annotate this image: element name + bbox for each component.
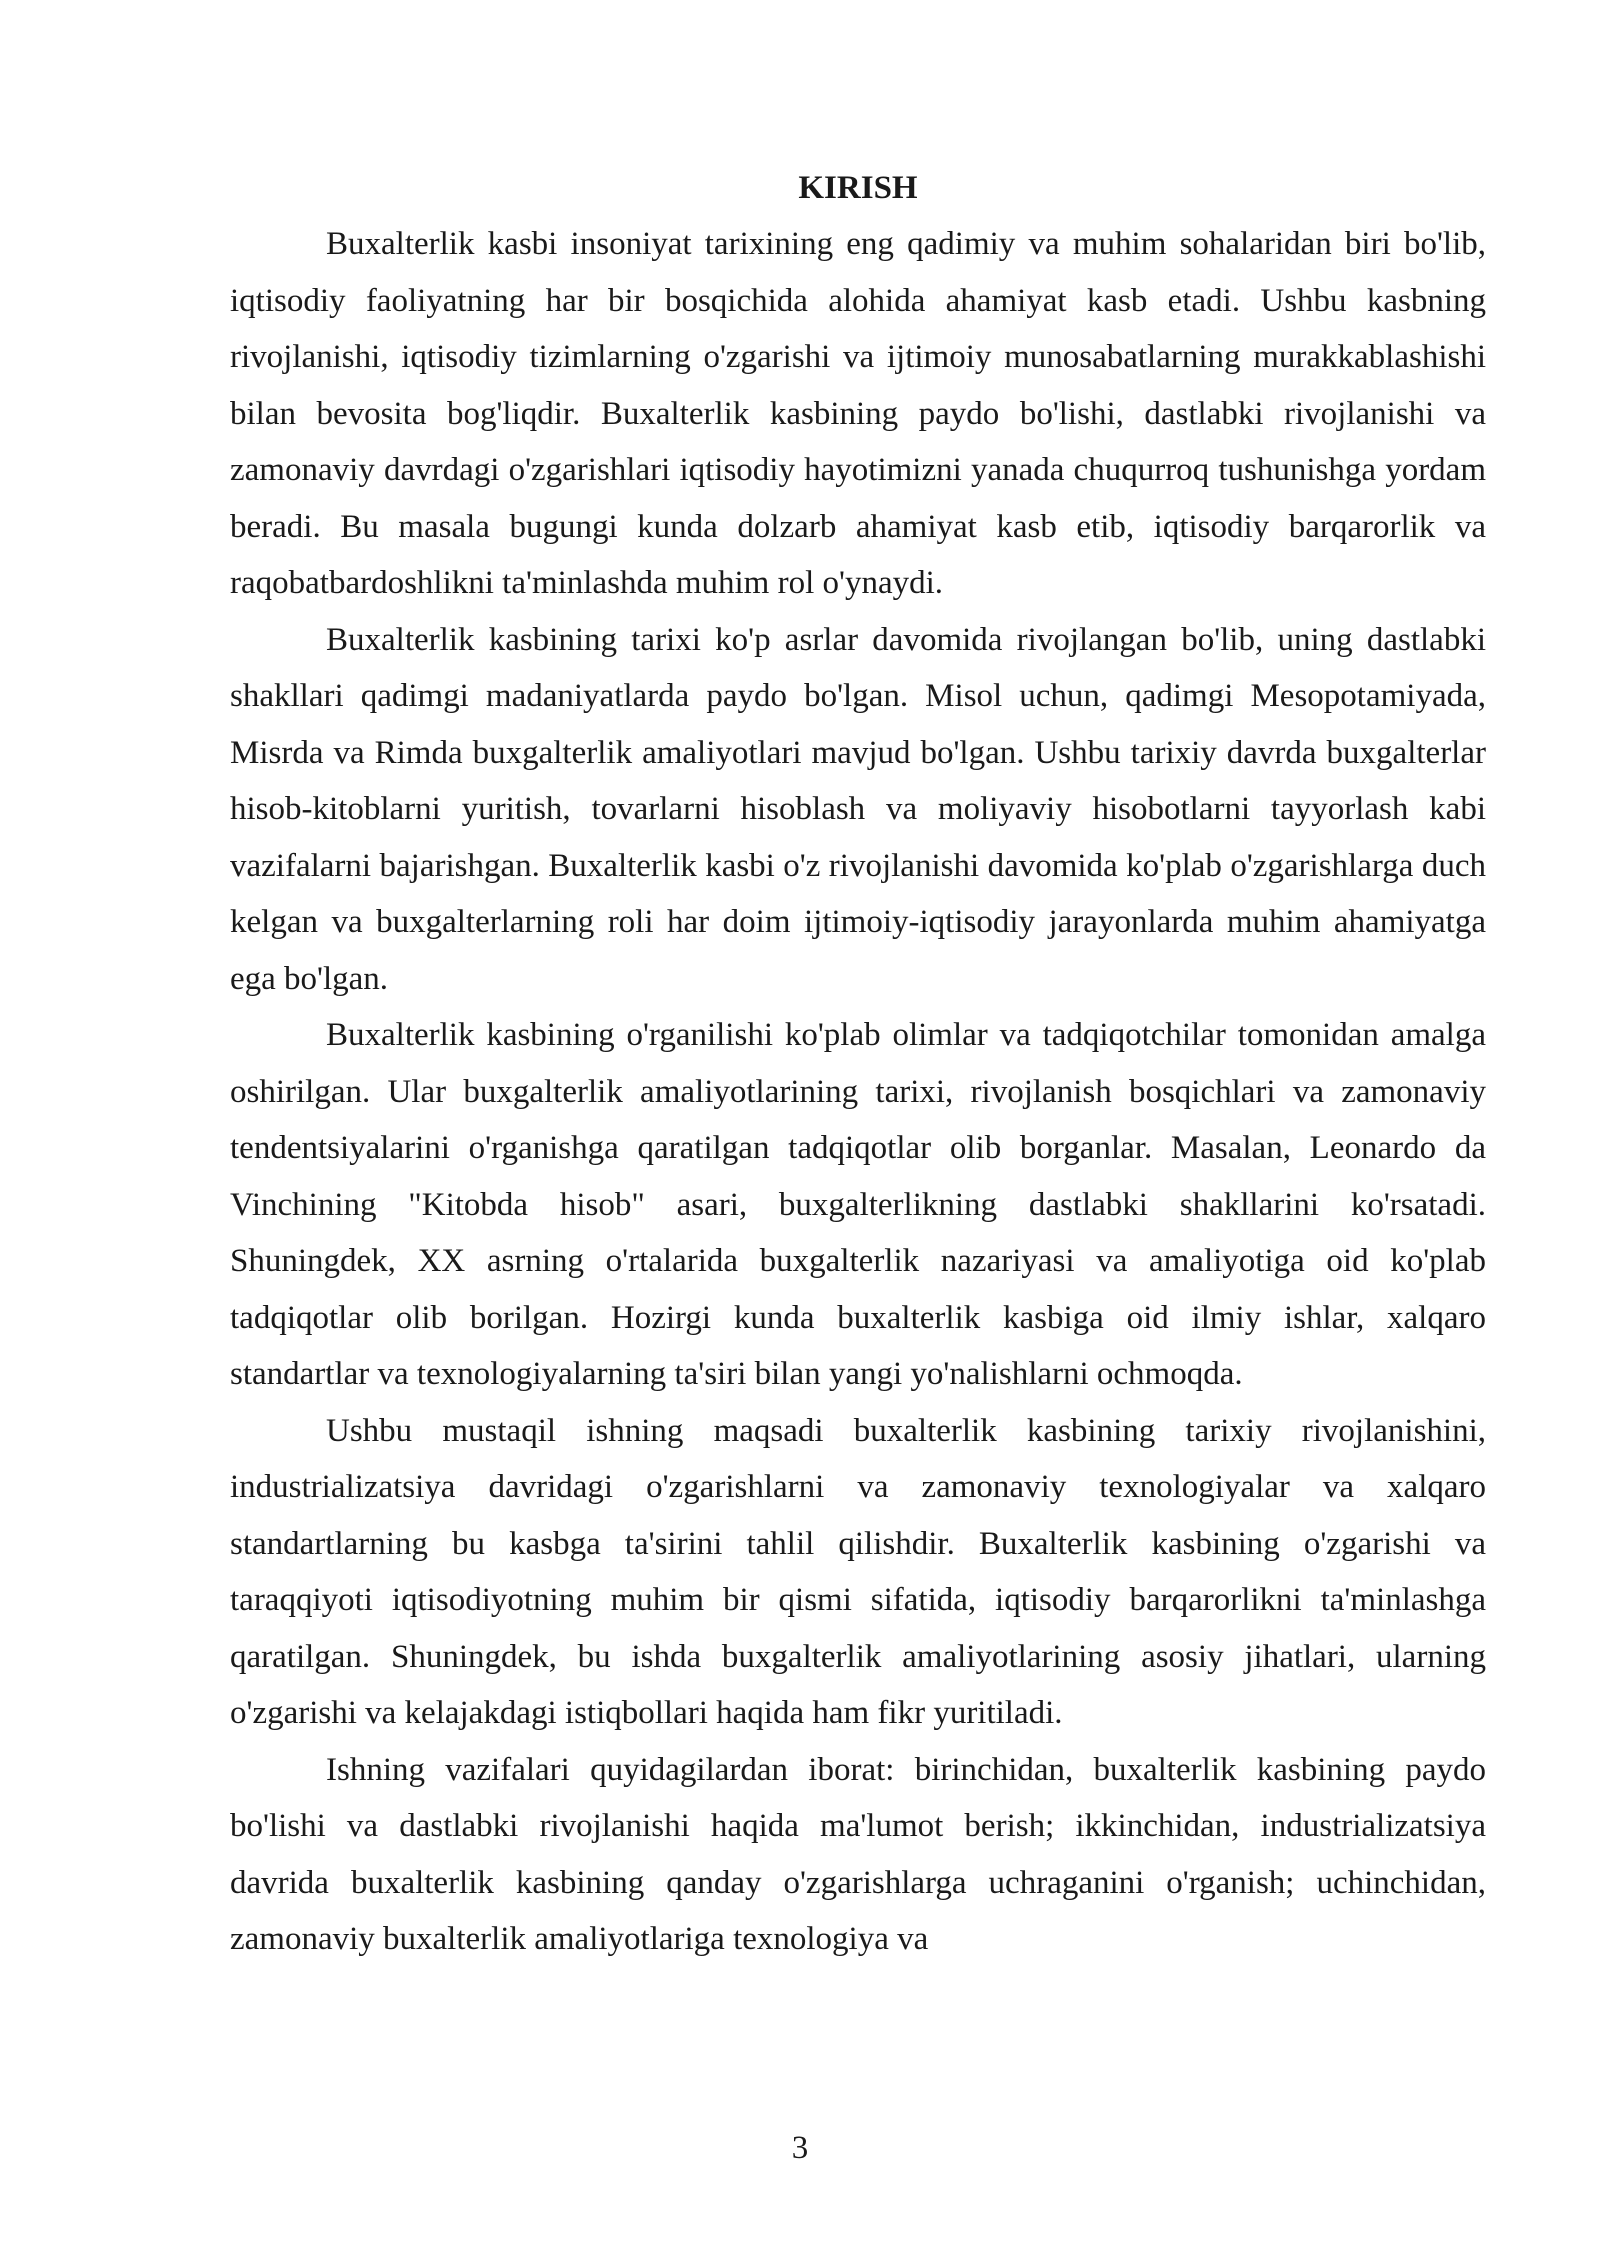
paragraph-4: Ushbu mustaqil ishning maqsadi buxalterlik kasbining tarixiy rivojlanishini, industrializatsiya davridagi o'zgarishlarni va zamonaviy texnologiyalar va xalqaro standartlarning bu kasbga ta'sirini tahlil qilishdir. Buxalterlik kasbining o'zgarishi va taraqqiyoti iqtisodiyotning muhim bir qismi sifatida, iqtisodiy barqarorlikni ta'minlashga qaratilgan. Shuningdek, bu ishda buxgalterlik amaliyotlarining asosiy jihatlari, ularning o'zgarishi va kelajakdagi istiqbollari haqida ham fikr yuritiladi. [230,1412,1486,1731]
paragraph-5: Ishning vazifalari quyidagilardan iborat: birinchidan, buxalterlik kasbining paydo bo'lishi va dastlabki rivojlanishi haqida ma'lumot berish; ikkinchidan, industrializatsiya davrida buxalterlik kasbining qanday o'zgarishlarga uchraganini o'rganish; uchinchidan, zamonaviy buxalterlik amaliyotlariga texnologiya va [230,1751,1486,1957]
paragraph-1: Buxalterlik kasbi insoniyat tarixining eng qadimiy va muhim sohalaridan biri bo'lib, iqtisodiy faoliyatning har bir bosqichida alohida ahamiyat kasb etadi. Ushbu kasbning rivojlanishi, iqtisodiy tizimlarning o'zgarishi va ijtimoiy munosabatlarning murakkablashishi bilan bevosita bog'liqdir. Buxalterlik kasbining paydo bo'lishi, dastlabki rivojlanishi va zamonaviy davrdagi o'zgarishlari iqtisodiy hayotimizni yanada chuqurroq tushunishga yordam beradi. Bu masala bugungi kunda dolzarb ahamiyat kasb etib, iqtisodiy barqarorlik va raqobatbardoshlikni ta'minlashda muhim rol o'ynaydi. [230,226,1486,601]
paragraph-2: Buxalterlik kasbining tarixi ko'p asrlar davomida rivojlangan bo'lib, uning dastlabki shakllari qadimgi madaniyatlarda paydo bo'lgan. Misol uchun, qadimgi Mesopotamiyada, Misrda va Rimda buxgalterlik amaliyotlari mavjud bo'lgan. Ushbu tarixiy davrda buxgalterlar hisob-kitoblarni yuritish, tovarlarni hisoblash va moliyaviy hisobotlarni tayyorlash kabi vazifalarni bajarishgan. Buxalterlik kasbi o'z rivojlanishi davomida ko'plab o'zgarishlarga duch kelgan va buxgalterlarning roli har doim ijtimoiy-iqtisodiy jarayonlarda muhim ahamiyatga ega bo'lgan. [230,621,1486,997]
section-heading: KIRISH [798,170,918,206]
page-number: 3 [791,2130,809,2166]
page-content [230,160,1486,1968]
paragraph-3: Buxalterlik kasbining o'rganilishi ko'plab olimlar va tadqiqotchilar tomonidan amalga oshirilgan. Ular buxgalterlik amaliyotlarining tarixi, rivojlanish bosqichlari va zamonaviy tendentsiyalarini o'rganishga qaratilgan tadqiqotlar olib borganlar. Masalan, Leonardo da Vinchining "Kitobda hisob" asari, buxgalterlikning dastlabki shakllarini ko'rsatadi. Shuningdek, XX asrning o'rtalarida buxgalterlik nazariyasi va amaliyotiga oid ko'plab tadqiqotlar olib borilgan. Hozirgi kunda buxalterlik kasbiga oid ilmiy ishlar, xalqaro standartlar va texnologiyalarning ta'siri bilan yangi yo'nalishlarni ochmoqda. [230,1017,1486,1392]
